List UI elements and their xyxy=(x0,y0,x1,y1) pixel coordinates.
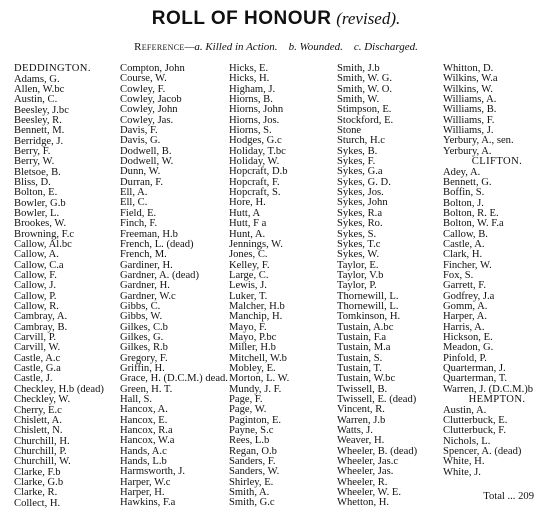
roll-entry: Hancox, E. xyxy=(120,414,168,426)
roll-entry: Clark, H. xyxy=(443,249,483,261)
roll-entry: Payne, S.c xyxy=(229,425,274,437)
legend-item-killed: —a. Killed in Action. xyxy=(184,41,278,53)
roll-entry: Clutterbuck, E. xyxy=(443,415,508,426)
page-title xyxy=(0,8,552,30)
roll-entry: Hopcraft, D.b xyxy=(229,166,288,178)
roll-entry: Hunt, A. xyxy=(229,228,266,240)
roll-entry: Chislett, A. xyxy=(14,414,62,426)
roll-entry: Page, W. xyxy=(229,404,267,416)
roll-entry: Mayo, P.bc xyxy=(229,331,277,343)
total-count: Total ... 209 xyxy=(483,491,534,502)
roll-entry: Hiorns, S. xyxy=(229,125,272,137)
roll-entry: Callow, C.a xyxy=(14,259,64,271)
roll-entry: Harmsworth, J. xyxy=(120,466,186,478)
roll-entry: French, L. (dead) xyxy=(120,238,194,250)
roll-entry: Bletsoe, B. xyxy=(14,166,61,178)
roll-entry: Hancox, A. xyxy=(120,404,168,416)
roll-entry: Austin, C. xyxy=(14,94,58,106)
roll-entry: Austin, A. xyxy=(443,404,487,416)
roll-entry: Hicks, H. xyxy=(229,73,270,85)
roll-entry: Hiorns, Jos. xyxy=(229,114,280,126)
roll-entry: Berridge, J. xyxy=(14,135,64,147)
section-heading: DEDDINGTON. xyxy=(14,63,91,74)
roll-entry: Cherry, E.c xyxy=(14,404,62,416)
roll-entry: Hancox, R.a xyxy=(120,425,173,437)
roll-entry: Hore, H. xyxy=(229,197,266,209)
roll-entry: Smith, J.b xyxy=(337,63,380,74)
roll-entry: Williams, B. xyxy=(443,104,497,116)
roll-entry: Harper, A. xyxy=(443,311,487,323)
roll-entry: Bennett, G. xyxy=(443,176,492,188)
roll-entry: Higham, J. xyxy=(229,83,276,95)
roll-entry: Hiorns, B. xyxy=(229,94,273,106)
roll-entry: Quarterman, J. xyxy=(443,363,506,375)
roll-entry: Twissell, B. xyxy=(337,383,388,395)
roll-entry: Paginton, E. xyxy=(229,414,282,426)
roll-entry: Sykes, F. xyxy=(337,156,376,168)
roll-entry: Tustain, F.a xyxy=(337,331,387,343)
roll-entry: Garrett, F. xyxy=(443,280,486,292)
roll-entry: Wheeler, B. (dead) xyxy=(337,445,418,457)
roll-entry: Sykes, B. xyxy=(337,145,378,157)
roll-entry: Fincher, W. xyxy=(443,259,492,271)
roll-entry: Gibbs, C. xyxy=(120,300,161,312)
roll-entry: Bolton, W. F.a xyxy=(443,218,504,230)
roll-entry: Beesley, J.bc xyxy=(14,104,69,116)
roll-entry: Hutt, F a xyxy=(229,218,267,230)
roll-entry: Boffin, S. xyxy=(443,187,485,199)
roll-entry: Smith, W. G. xyxy=(337,73,393,85)
roll-entry: Finch, F. xyxy=(120,218,158,230)
roll-entry: Tomkinson, H. xyxy=(337,311,401,323)
legend-item-discharged: c. Discharged. xyxy=(353,41,418,53)
roll-entry: Sturch, H.c xyxy=(337,135,385,147)
roll-entry: Chislett, N. xyxy=(14,425,63,437)
roll-entry: Hancox, W.a xyxy=(120,435,175,447)
roll-entry: Sykes, R.a xyxy=(337,207,383,219)
roll-entry: Gardiner, H. xyxy=(120,259,173,271)
roll-entry: Castle, A.c xyxy=(14,352,61,364)
roll-entry: Tustain, S. xyxy=(337,352,383,364)
roll-entry: Sykes, G.a xyxy=(337,166,383,178)
roll-entry: Cowley, Jacob xyxy=(120,94,182,106)
roll-entry: Davis, G. xyxy=(120,135,161,147)
roll-entry: Smith, W. xyxy=(337,94,380,106)
roll-entry: Dodwell, W. xyxy=(120,156,174,168)
roll-entry: Adey, A. xyxy=(443,166,481,178)
roll-entry: Whetton, H. xyxy=(337,497,390,509)
roll-entry: Callow, Al.bc xyxy=(14,239,72,250)
roll-entry: Mobley, E. xyxy=(229,362,276,374)
roll-entry: Taylor, P. xyxy=(337,280,377,292)
roll-entry: Large, C. xyxy=(229,269,269,281)
names-column-1 xyxy=(14,64,122,509)
roll-entry: Bliss, D. xyxy=(14,176,51,188)
roll-entry: Browning, F.c xyxy=(14,228,75,240)
roll-entry: Sanders, F. xyxy=(229,456,276,468)
roll-entry: Rees, L.b xyxy=(229,435,270,447)
roll-entry: Brookes, W. xyxy=(14,218,67,230)
roll-entry: Churchill, P. xyxy=(14,445,67,457)
roll-entry: Malcher, H.b xyxy=(229,300,285,312)
roll-entry: Field, E. xyxy=(120,207,157,219)
roll-entry: Gardner, W.c xyxy=(120,290,176,302)
roll-entry: Godfrey, J.a xyxy=(443,290,495,302)
roll-entry: Churchill, W. xyxy=(14,456,71,468)
reference-legend xyxy=(0,41,552,53)
roll-entry: Williams, A. xyxy=(443,94,497,106)
roll-entry: Smith, A. xyxy=(229,487,270,499)
roll-entry: Compton, John xyxy=(120,63,185,74)
roll-entry: Stone xyxy=(337,125,362,137)
roll-entry: Harper, W.c xyxy=(120,476,171,488)
roll-entry: Holiday, W. xyxy=(229,156,280,168)
names-column-2 xyxy=(120,64,228,509)
roll-entry: Castle, G.a xyxy=(14,363,61,375)
roll-entry: Checkley, H.b (dead) xyxy=(14,383,104,395)
section-heading: CLIFTON. xyxy=(471,156,523,168)
title-main: ROLL OF HONOUR xyxy=(151,8,332,29)
roll-entry: Callow, B. xyxy=(443,228,488,240)
roll-entry: Kelley, F. xyxy=(229,259,270,271)
roll-entry: Jones, C. xyxy=(229,249,268,261)
roll-entry: Callow, R. xyxy=(14,301,59,313)
roll-entry: Berry, F. xyxy=(14,145,51,157)
roll-entry: Warren, J. (D.C.M.)b xyxy=(443,383,534,395)
roll-entry: Gardner, H. xyxy=(120,280,170,292)
roll-entry: Hicks, E. xyxy=(229,63,269,74)
roll-entry: Cowley, F. xyxy=(120,83,166,95)
roll-entry: Taylor, V.b xyxy=(337,269,384,281)
roll-entry: Hall, S. xyxy=(120,394,153,405)
roll-entry: Freeman, H.b xyxy=(120,228,178,240)
roll-entry: Sykes, Ro. xyxy=(337,218,383,230)
roll-entry: Wheeler, R. xyxy=(337,476,388,488)
roll-entry: Checkley, W. xyxy=(14,394,71,406)
roll-entry: Callow, F. xyxy=(14,270,57,282)
roll-entry: Pinfold, P. xyxy=(443,352,487,364)
roll-entry: Williams, F. xyxy=(443,114,495,126)
roll-entry: Adams, G. xyxy=(14,73,60,85)
roll-entry: Hodges, G.c xyxy=(229,135,282,147)
roll-entry: Tustain, T. xyxy=(337,362,382,374)
roll-entry: Yerbury, A. xyxy=(443,145,492,157)
roll-entry: Carvill, W. xyxy=(14,342,61,354)
roll-entry: Gilkes, C.b xyxy=(120,321,168,333)
roll-entry: Shirley, E. xyxy=(229,476,274,488)
roll-entry: Hiorns, John xyxy=(229,104,284,116)
roll-entry: Clarke, R. xyxy=(14,487,58,499)
roll-entry: Castle, A. xyxy=(443,239,485,250)
roll-entry: Morton, L. W. xyxy=(229,373,290,385)
roll-entry: Stockford, E. xyxy=(337,114,394,126)
names-column-5 xyxy=(443,64,551,478)
roll-entry: Wheeler, W. E. xyxy=(337,487,401,499)
roll-entry: Holiday, T.bc xyxy=(229,145,286,157)
roll-entry: Regan, O.b xyxy=(229,445,277,457)
roll-entry: Bolton, E. xyxy=(14,187,58,199)
roll-entry: Gardner, A. (dead) xyxy=(120,269,199,281)
roll-entry: Allen, W.bc xyxy=(14,83,65,95)
roll-entry: Sykes, G. D. xyxy=(337,176,391,188)
roll-entry: White, J. xyxy=(443,466,481,478)
roll-entry: Durran, F. xyxy=(120,176,163,188)
roll-entry: Hands, L.b xyxy=(120,456,167,468)
roll-entry: Wilkins, W.a xyxy=(443,73,498,85)
roll-entry: Wheeler, Jas. xyxy=(337,466,394,478)
roll-entry: Smith, W. O. xyxy=(337,83,393,95)
roll-entry: Taylor, E. xyxy=(337,259,379,271)
roll-entry: Clutterbuck, F. xyxy=(443,425,507,437)
roll-entry: Hawkins, F.a xyxy=(120,497,176,509)
roll-entry: Smith, G.c xyxy=(229,497,275,509)
roll-entry: Page, F. xyxy=(229,394,263,405)
roll-entry: Yerbury, A., sen. xyxy=(443,135,514,147)
roll-entry: Hands, A.c xyxy=(120,445,167,457)
roll-entry: Sykes, W. xyxy=(337,249,380,261)
roll-entry: Jennings, W. xyxy=(229,238,283,250)
roll-entry: Thornewill, L. xyxy=(337,300,399,312)
roll-entry: Harris, A. xyxy=(443,321,485,333)
roll-entry: Miller, H.b xyxy=(229,342,276,354)
roll-entry: Clarke, F.b xyxy=(14,466,61,478)
roll-entry: Nichols, L. xyxy=(443,435,491,447)
roll-entry: Williams, J. xyxy=(443,125,494,137)
roll-entry: Sykes, John xyxy=(337,197,388,209)
roll-entry: Vincent, R. xyxy=(337,404,385,416)
roll-entry: Watts, J. xyxy=(337,425,373,437)
roll-entry: Cambray, A. xyxy=(14,311,68,323)
roll-entry: Ell, C. xyxy=(120,197,148,209)
roll-entry: Gibbs, W. xyxy=(120,311,163,323)
names-column-3 xyxy=(229,64,337,509)
roll-entry: Bolton, R. E. xyxy=(443,207,499,219)
roll-entry: Gilkes, R.b xyxy=(120,342,168,354)
roll-entry: Hutt, A xyxy=(229,207,261,219)
roll-entry: Sykes, T.c xyxy=(337,238,381,250)
roll-entry: Thornewill, L. xyxy=(337,290,399,302)
roll-entry: Lewis, J. xyxy=(229,280,267,292)
roll-entry: Gomm, A. xyxy=(443,301,488,313)
roll-entry: Luker, T. xyxy=(229,290,268,302)
roll-entry: Dodwell, B. xyxy=(120,145,172,157)
legend-reference-label: Reference xyxy=(134,41,185,53)
roll-entry: Tustain, A.bc xyxy=(337,321,394,333)
roll-entry: Course, W. xyxy=(120,73,167,85)
roll-entry: Castle, J. xyxy=(14,373,53,385)
roll-entry: Callow, J. xyxy=(14,280,56,292)
roll-entry: Manchip, H. xyxy=(229,311,283,323)
roll-entry: Whitton, D. xyxy=(443,63,494,74)
roll-entry: Griffin, H. xyxy=(120,362,165,374)
roll-entry: Fox, S. xyxy=(443,270,474,282)
title-note: (revised). xyxy=(336,9,401,28)
roll-entry: French, M. xyxy=(120,249,167,261)
roll-entry: Meadon, G. xyxy=(443,342,494,354)
roll-entry: Cowley, John xyxy=(120,104,178,116)
names-column-4 xyxy=(337,64,445,509)
roll-entry: Mundy, J. F. xyxy=(229,383,282,395)
roll-entry: Stimpson, E. xyxy=(337,104,392,116)
roll-entry: Mayo, F. xyxy=(229,321,267,333)
roll-entry: Bolton, J. xyxy=(443,197,484,209)
roll-entry: Dunn, W. xyxy=(120,166,161,178)
roll-entry: Davis, F. xyxy=(120,125,158,137)
roll-entry: Green, H. T. xyxy=(120,383,173,395)
roll-entry: Beesley, R. xyxy=(14,114,62,126)
roll-entry: Sykes, S. xyxy=(337,228,377,240)
roll-entry: Gilkes, G. xyxy=(120,331,164,343)
roll-entry: Warren, J.b xyxy=(337,414,386,426)
roll-entry: Gregory, F. xyxy=(120,352,168,364)
roll-entry: Spencer, A. (dead) xyxy=(443,446,522,458)
roll-entry: Carvill, P. xyxy=(14,332,57,344)
roll-entry: Wilkins, W. xyxy=(443,83,493,95)
roll-entry: Ell, A. xyxy=(120,187,148,199)
roll-entry: Sanders, W. xyxy=(229,466,280,478)
roll-entry: Sykes, Jos. xyxy=(337,187,384,199)
roll-entry: Callow, P. xyxy=(14,290,57,302)
roll-entry: Twissell, E. (dead) xyxy=(337,394,417,405)
roll-entry: Bowler, G.b xyxy=(14,197,66,209)
roll-entry: Weaver, H. xyxy=(337,435,385,447)
roll-entry: Churchill, H. xyxy=(14,435,70,447)
section-heading: HEMPTON. xyxy=(468,394,526,406)
roll-entry: Hickson, E. xyxy=(443,332,493,344)
roll-entry: White, H. xyxy=(443,456,485,468)
roll-entry: Mitchell, W.b xyxy=(229,352,287,364)
roll-entry: Wheeler, Jas.c xyxy=(337,456,399,468)
roll-entry: Cambray, B. xyxy=(14,321,68,333)
roll-entry: Clarke, G.b xyxy=(14,476,64,488)
legend-item-wounded: b. Wounded. xyxy=(288,41,343,53)
roll-entry: Harper, H. xyxy=(120,487,165,499)
roll-entry: Collect, H. xyxy=(14,497,61,509)
roll-entry: Tustain, W.bc xyxy=(337,373,396,385)
roll-entry: Callow, A. xyxy=(14,249,59,261)
roll-entry: Hopcraft, F. xyxy=(229,176,280,188)
roll-entry: Berry, W. xyxy=(14,156,55,168)
roll-entry: Bowler, L. xyxy=(14,207,60,219)
roll-entry: Tustain, M.a xyxy=(337,342,391,354)
roll-entry: Hopcraft, S. xyxy=(229,187,281,199)
roll-entry: Quarterman, T. xyxy=(443,373,508,385)
roll-entry: Cowley, Jas. xyxy=(120,114,174,126)
roll-entry: Bennett, M. xyxy=(14,125,65,137)
roll-entry: Grace, H. (D.C.M.) dead. xyxy=(120,373,228,385)
